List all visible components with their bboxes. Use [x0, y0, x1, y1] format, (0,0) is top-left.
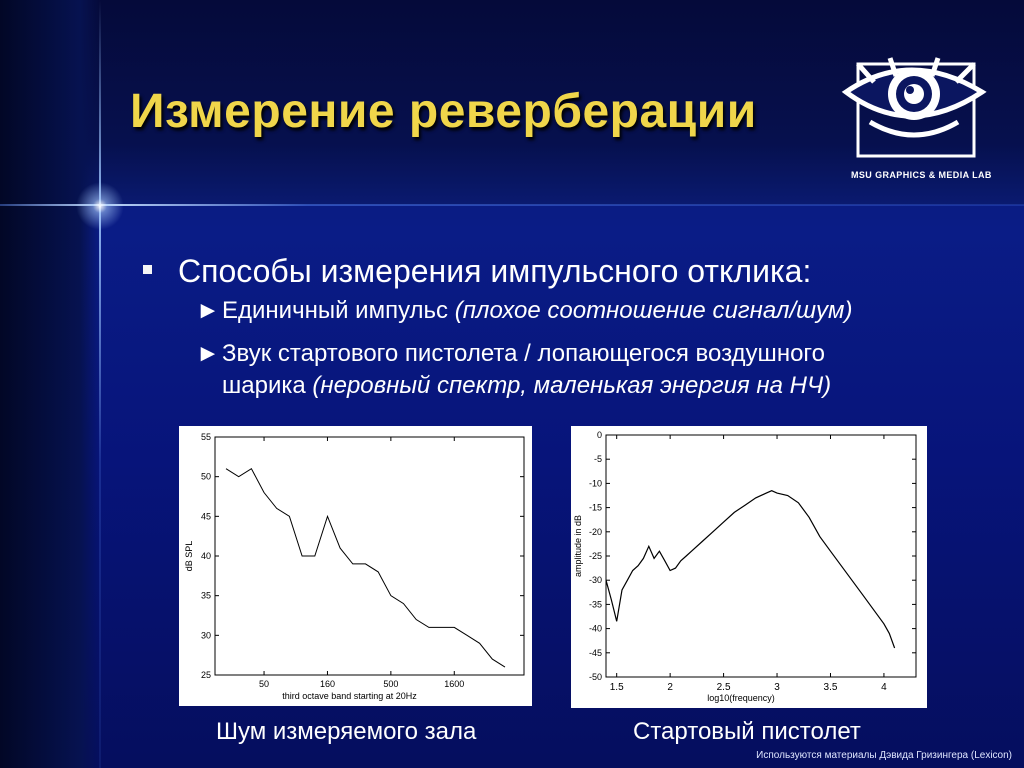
arrow-right-icon: ►: [196, 340, 220, 367]
starter-pistol-chart: [571, 426, 927, 708]
y-tick-label: -25: [588, 551, 602, 561]
sub1-text: Единичный импульс: [222, 297, 455, 324]
y-tick-label: 50: [200, 471, 211, 482]
horizontal-light-line: [0, 204, 1024, 206]
y-tick-label: 40: [200, 551, 211, 561]
x-tick-label: 50: [259, 679, 270, 689]
sub2-note: (неровный спектр, маленькая энергия на НЧ): [312, 372, 832, 399]
x-tick-label: 3.5: [823, 682, 838, 693]
x-tick-label: 1.5: [609, 682, 624, 693]
y-tick-label: -45: [588, 647, 602, 658]
plot-frame: [215, 437, 524, 675]
x-tick-label: 3: [774, 682, 780, 693]
caption-starter-pistol: Стартовый пистолет: [633, 718, 861, 745]
sub-bullet-starter-pistol: [196, 340, 825, 368]
sub2-text-line1: Звук стартового пистолета / лопающегося воздушного: [222, 340, 825, 367]
y-tick-label: 25: [200, 670, 211, 680]
left-band: [0, 0, 100, 768]
bullet-square-icon: [143, 265, 152, 274]
lens-flare: [72, 178, 128, 234]
sub2-text-line2: шарика: [222, 372, 313, 399]
caption-room-noise: Шум измеряемого зала: [216, 718, 477, 745]
room-noise-chart: [179, 426, 532, 706]
sub-bullet-single-impulse: [196, 297, 853, 325]
y-tick-label: -35: [588, 599, 602, 610]
y-tick-label: -10: [588, 478, 602, 489]
y-tick-label: -5: [593, 454, 602, 465]
msu-eye-logo: [840, 48, 988, 188]
y-tick-label: -30: [588, 575, 602, 586]
arrow-right-icon: ►: [196, 297, 220, 324]
footer-credit: Используются материалы Дэвида Гризингера (Lexicon): [756, 750, 1012, 761]
y-tick-label: -50: [588, 672, 602, 682]
y-tick-label: 35: [200, 590, 211, 601]
y-tick-label: 55: [200, 432, 211, 442]
vertical-light-line: [99, 0, 101, 768]
x-axis-label: third octave band starting at 20Hz: [282, 691, 417, 701]
logo-caption: MSU GRAPHICS & MEDIA LAB: [851, 170, 992, 180]
main-bullet-text: Способы измерения импульсного отклика:: [178, 253, 812, 289]
y-tick-label: 30: [200, 630, 211, 641]
series-line: [606, 491, 895, 648]
y-axis-label: dB SPL: [184, 540, 194, 572]
y-tick-label: 0: [596, 430, 602, 440]
x-tick-label: 500: [383, 679, 399, 689]
x-tick-label: 2.5: [716, 682, 731, 693]
x-tick-label: 160: [319, 679, 335, 689]
x-axis-label: log10(frequency): [707, 693, 775, 703]
slide-title: Измерение реверберации: [130, 85, 757, 138]
y-axis-label: amplitude in dB: [573, 514, 583, 578]
x-tick-label: 1600: [444, 679, 465, 689]
sub-bullet-starter-pistol-line2: [222, 372, 831, 400]
sub1-note: (плохое соотношение сигнал/шум): [454, 297, 853, 324]
y-tick-label: -20: [588, 526, 602, 537]
series-line: [226, 469, 505, 667]
chart-starter-pistol-panel: [571, 426, 927, 708]
x-tick-label: 4: [881, 682, 887, 693]
chart-room-noise-panel: [179, 426, 532, 706]
y-tick-label: -40: [588, 623, 602, 634]
y-tick-label: -15: [588, 502, 602, 513]
x-tick-label: 2: [667, 682, 673, 693]
y-tick-label: 45: [200, 511, 211, 522]
